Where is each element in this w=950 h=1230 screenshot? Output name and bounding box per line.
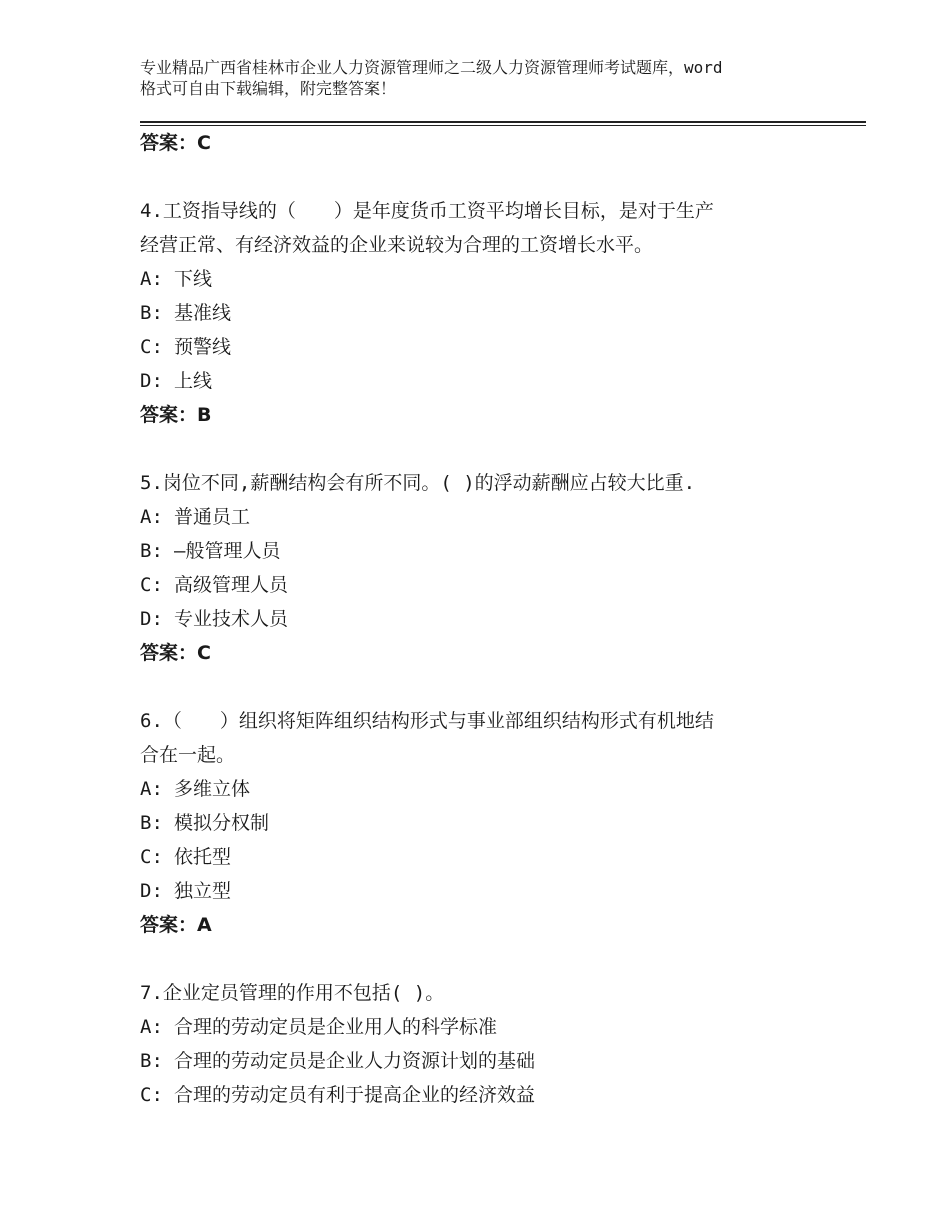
document-header — [140, 57, 840, 99]
question-6 — [140, 704, 820, 942]
answer-line — [140, 908, 820, 942]
question-text — [140, 466, 820, 500]
option-text: 合理的劳动定员有利于提高企业的经济效益 — [174, 1084, 536, 1106]
option-letter: B: — [140, 1050, 163, 1072]
question-text-line: 经营正常、有经济效益的企业来说较为合理的工资增长水平。 — [140, 234, 654, 256]
option-a — [140, 1010, 820, 1044]
option-d — [140, 602, 820, 636]
question-7 — [140, 976, 820, 1112]
question-text-line: 5.岗位不同,薪酬结构会有所不同。( )的浮动薪酬应占较大比重. — [140, 472, 696, 494]
option-letter: C: — [140, 846, 163, 868]
answer-label: 答案： — [140, 132, 198, 154]
question-text-line: 7.企业定员管理的作用不包括( )。 — [140, 982, 445, 1004]
answer-label: 答案： — [140, 642, 198, 664]
option-letter: A: — [140, 778, 163, 800]
option-letter: D: — [140, 880, 163, 902]
question-text-line: 4.工资指导线的（ ）是年度货币工资平均增长目标，是对于生产 — [140, 200, 714, 222]
answer-line — [140, 398, 820, 432]
option-a — [140, 772, 820, 806]
option-text: 专业技术人员 — [174, 608, 289, 630]
question-text — [140, 194, 820, 262]
option-text: 上线 — [174, 370, 213, 392]
option-text: 独立型 — [174, 880, 232, 902]
option-d — [140, 874, 820, 908]
option-c — [140, 840, 820, 874]
option-b — [140, 534, 820, 568]
option-letter: C: — [140, 574, 163, 596]
answer-value: A — [197, 914, 212, 936]
answer-line — [140, 126, 820, 160]
option-text: 普通员工 — [174, 506, 251, 528]
question-5 — [140, 466, 820, 670]
answer-label: 答案： — [140, 404, 198, 426]
option-c — [140, 1078, 820, 1112]
option-letter: B: — [140, 812, 163, 834]
option-text: 依托型 — [174, 846, 232, 868]
option-text: 模拟分权制 — [174, 812, 270, 834]
answer-value: B — [197, 404, 212, 426]
option-text: 高级管理人员 — [174, 574, 289, 596]
question-text — [140, 704, 820, 772]
option-a — [140, 262, 820, 296]
option-letter: C: — [140, 336, 163, 358]
option-a — [140, 500, 820, 534]
option-text: 合理的劳动定员是企业用人的科学标准 — [174, 1016, 498, 1038]
option-c — [140, 330, 820, 364]
option-text: 多维立体 — [174, 778, 251, 800]
answer-label: 答案： — [140, 914, 198, 936]
option-letter: A: — [140, 506, 163, 528]
option-b — [140, 296, 820, 330]
option-c — [140, 568, 820, 602]
option-letter: A: — [140, 1016, 163, 1038]
answer-value: C — [197, 132, 211, 154]
option-b — [140, 806, 820, 840]
question-text-line: 合在一起。 — [140, 744, 236, 766]
option-text: 预警线 — [174, 336, 232, 358]
option-letter: D: — [140, 370, 163, 392]
option-letter: B: — [140, 302, 163, 324]
option-letter: A: — [140, 268, 163, 290]
option-text: 合理的劳动定员是企业人力资源计划的基础 — [174, 1050, 536, 1072]
question-text-line: 6.（ ）组织将矩阵组织结构形式与事业部组织结构形式有机地结 — [140, 710, 714, 732]
answer-value: C — [197, 642, 211, 664]
answer-line — [140, 636, 820, 670]
option-letter: B: — [140, 540, 163, 562]
option-b — [140, 1044, 820, 1078]
option-d — [140, 364, 820, 398]
option-letter: D: — [140, 608, 163, 630]
question-4 — [140, 194, 820, 432]
header-line-1: 专业精品广西省桂林市企业人力资源管理师之二级人力资源管理师考试题库，word — [140, 58, 723, 77]
option-text: 基准线 — [174, 302, 232, 324]
option-letter: C: — [140, 1084, 163, 1106]
option-text: —般管理人员 — [174, 540, 281, 562]
question-text — [140, 976, 820, 1010]
header-rule-thick — [140, 121, 866, 123]
question-list — [140, 126, 820, 1112]
header-line-2: 格式可自由下载编辑，附完整答案！ — [140, 79, 397, 98]
option-text: 下线 — [174, 268, 213, 290]
